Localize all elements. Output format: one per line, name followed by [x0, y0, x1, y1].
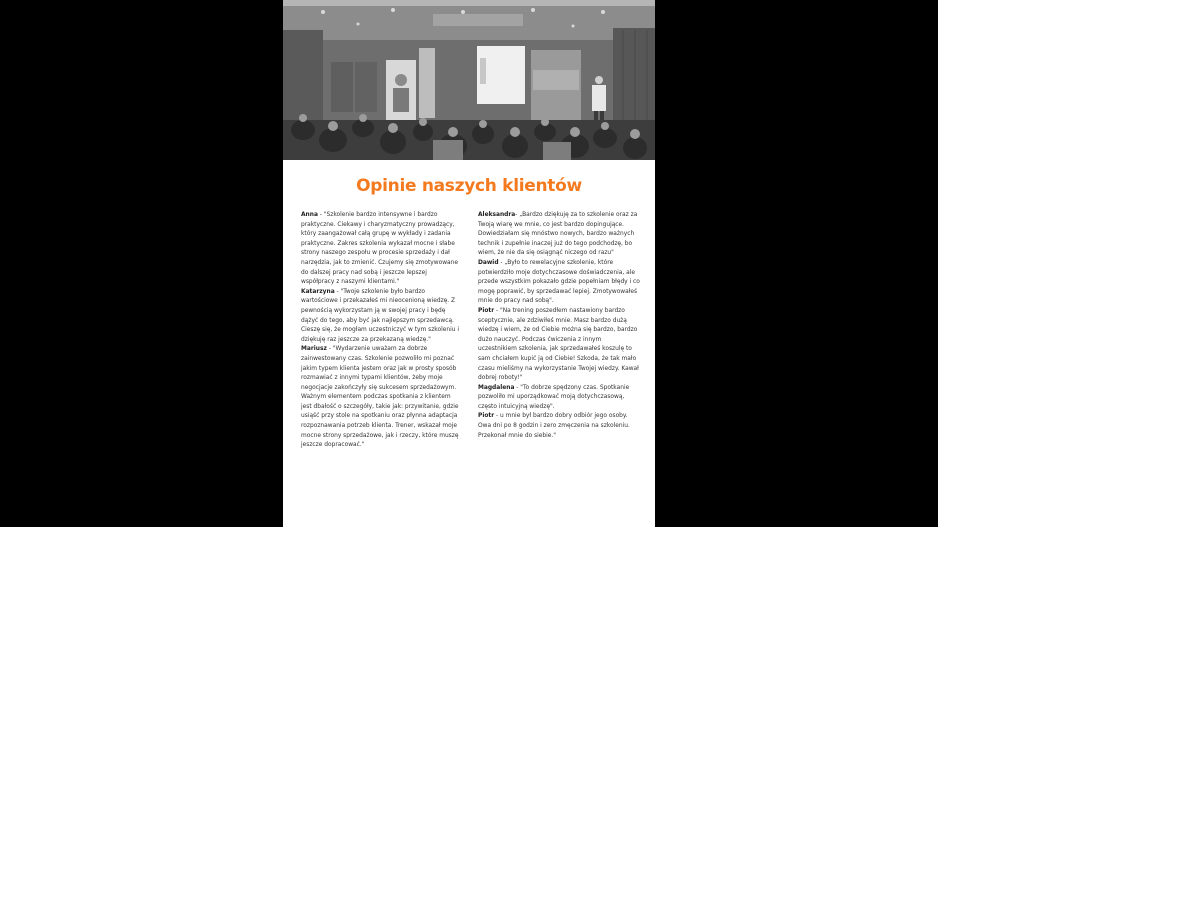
testimonial-author: Dawid: [478, 259, 499, 266]
testimonial: [301, 345, 461, 451]
testimonial-text: - "Szkolenie bardzo intensywne i bardzo praktyczne. Ciekawy i charyzmatyczny prowadzący, który zaangażował całą grupę w wykłady i zadania praktyczne. Zakres szkolenia wykazał mocne i słabe strony naszego zespołu w procesie sprzedaży i dał narzędzia, jak to zmienić. Czujemy się zmotywowane do dalszej pracy nad sobą i jeszcze lepszej współpracy z naszymi klientami.": [301, 212, 458, 286]
testimonial-text: - "Na trening poszedłem nastawiony bardzo sceptycznie, ale zdziwiłeś mnie. Masz bardzo dużą wiedzę i wiem, że od Ciebie można się bardzo, bardzo dużo nauczyć. Podczas ćwiczenia z innym uczestnikiem szkolenia, jak sprzedawałeś koszulę to sam chciałem kupić ją od Ciebie! Szkoda, że tak mało czasu mieliśmy na wykorzystanie Twojej wiedzy. Kawał dobrej roboty!": [478, 307, 639, 382]
testimonial: [478, 384, 640, 413]
testimonial-text: - „Bardzo dziękuję za to szkolenie oraz za Twoją wiarę we mnie, co jest bardzo dopingujące. Dowiedziałam się mnóstwo nowych, bardzo ważnych technik i zupełnie inaczej już do tego podchodzę, bo wiem, że nie da się osiągnąć niczego od razu": [478, 212, 638, 257]
testimonials-left-column: [301, 211, 461, 451]
testimonial: [478, 259, 640, 307]
testimonial-author: Aleksandra: [478, 212, 516, 218]
testimonial: [478, 307, 640, 384]
testimonial-author: Mariusz: [301, 346, 327, 353]
testimonial-author: Anna: [301, 212, 318, 218]
testimonial-author: Katarzyna: [301, 288, 335, 295]
testimonial-author: Piotr: [478, 413, 495, 420]
page-title: Opinie naszych klientów: [356, 176, 582, 196]
training-room-photo: [283, 0, 655, 160]
testimonials-right-column: [478, 211, 640, 441]
testimonial: [301, 211, 461, 288]
testimonial-text: - „Było to rewelacyjne szkolenie, które potwierdziło moje dotychczasowe doświadczenia, ale przede wszystkim pokazało gdzie popełniam błędy i co mogę poprawić, by sprzedawać lepiej. Zmotywowałeś mnie do pracy nad sobą".: [478, 259, 640, 305]
testimonial: [478, 412, 640, 441]
testimonial-text: - "To dobrze spędzony czas. Spotkanie pozwoliło mi uporządkować moją dotychczasową, często intuicyjną wiedzę".: [478, 384, 630, 410]
testimonial-text: - u mnie był bardzo dobry odbiór jego osoby. Owa dni po 8 godzin i zero zmęczenia na szkoleniu. Przekonał mnie do siebie.": [478, 413, 630, 439]
testimonial: [478, 211, 640, 259]
testimonial-text: - "Twoje szkolenie było bardzo wartościowe i przekazałeś mi nieocenioną wiedzę. Z pewnością wykorzystam ją w swojej pracy i będę dążyć do tego, aby być jak najlepszym sprzedawcą. Cieszę się, że mogłam uczestniczyć w tym szkoleniu i dziękuję raz jeszcze za przekazaną wiedzę.": [301, 288, 459, 343]
testimonial-text: - "Wydarzenie uważam za dobrze zainwestowany czas. Szkolenie pozwoliło mi poznać jakim typem klienta jestem oraz jak w prosty sposób rozmawiać z innymi typami klientów, żeby moje negocjacje zakończyły się sukcesem sprzedażowym. Ważnym elementem podczas spotkania z klientem jest dbałość o szczegóły, takie jak: przywitanie, gdzie usiąść przy stole na spotkaniu oraz płynna adaptacja rozpoznawania potrzeb klienta. Trener, wskazał moje mocne strony sprzedażowe, jak i rzeczy, które muszę jeszcze dopracować.": [301, 346, 459, 449]
testimonial-author: Piotr: [478, 307, 495, 314]
testimonial: [301, 288, 461, 346]
document-page: [283, 0, 655, 527]
testimonial-author: Magdalena: [478, 384, 515, 391]
